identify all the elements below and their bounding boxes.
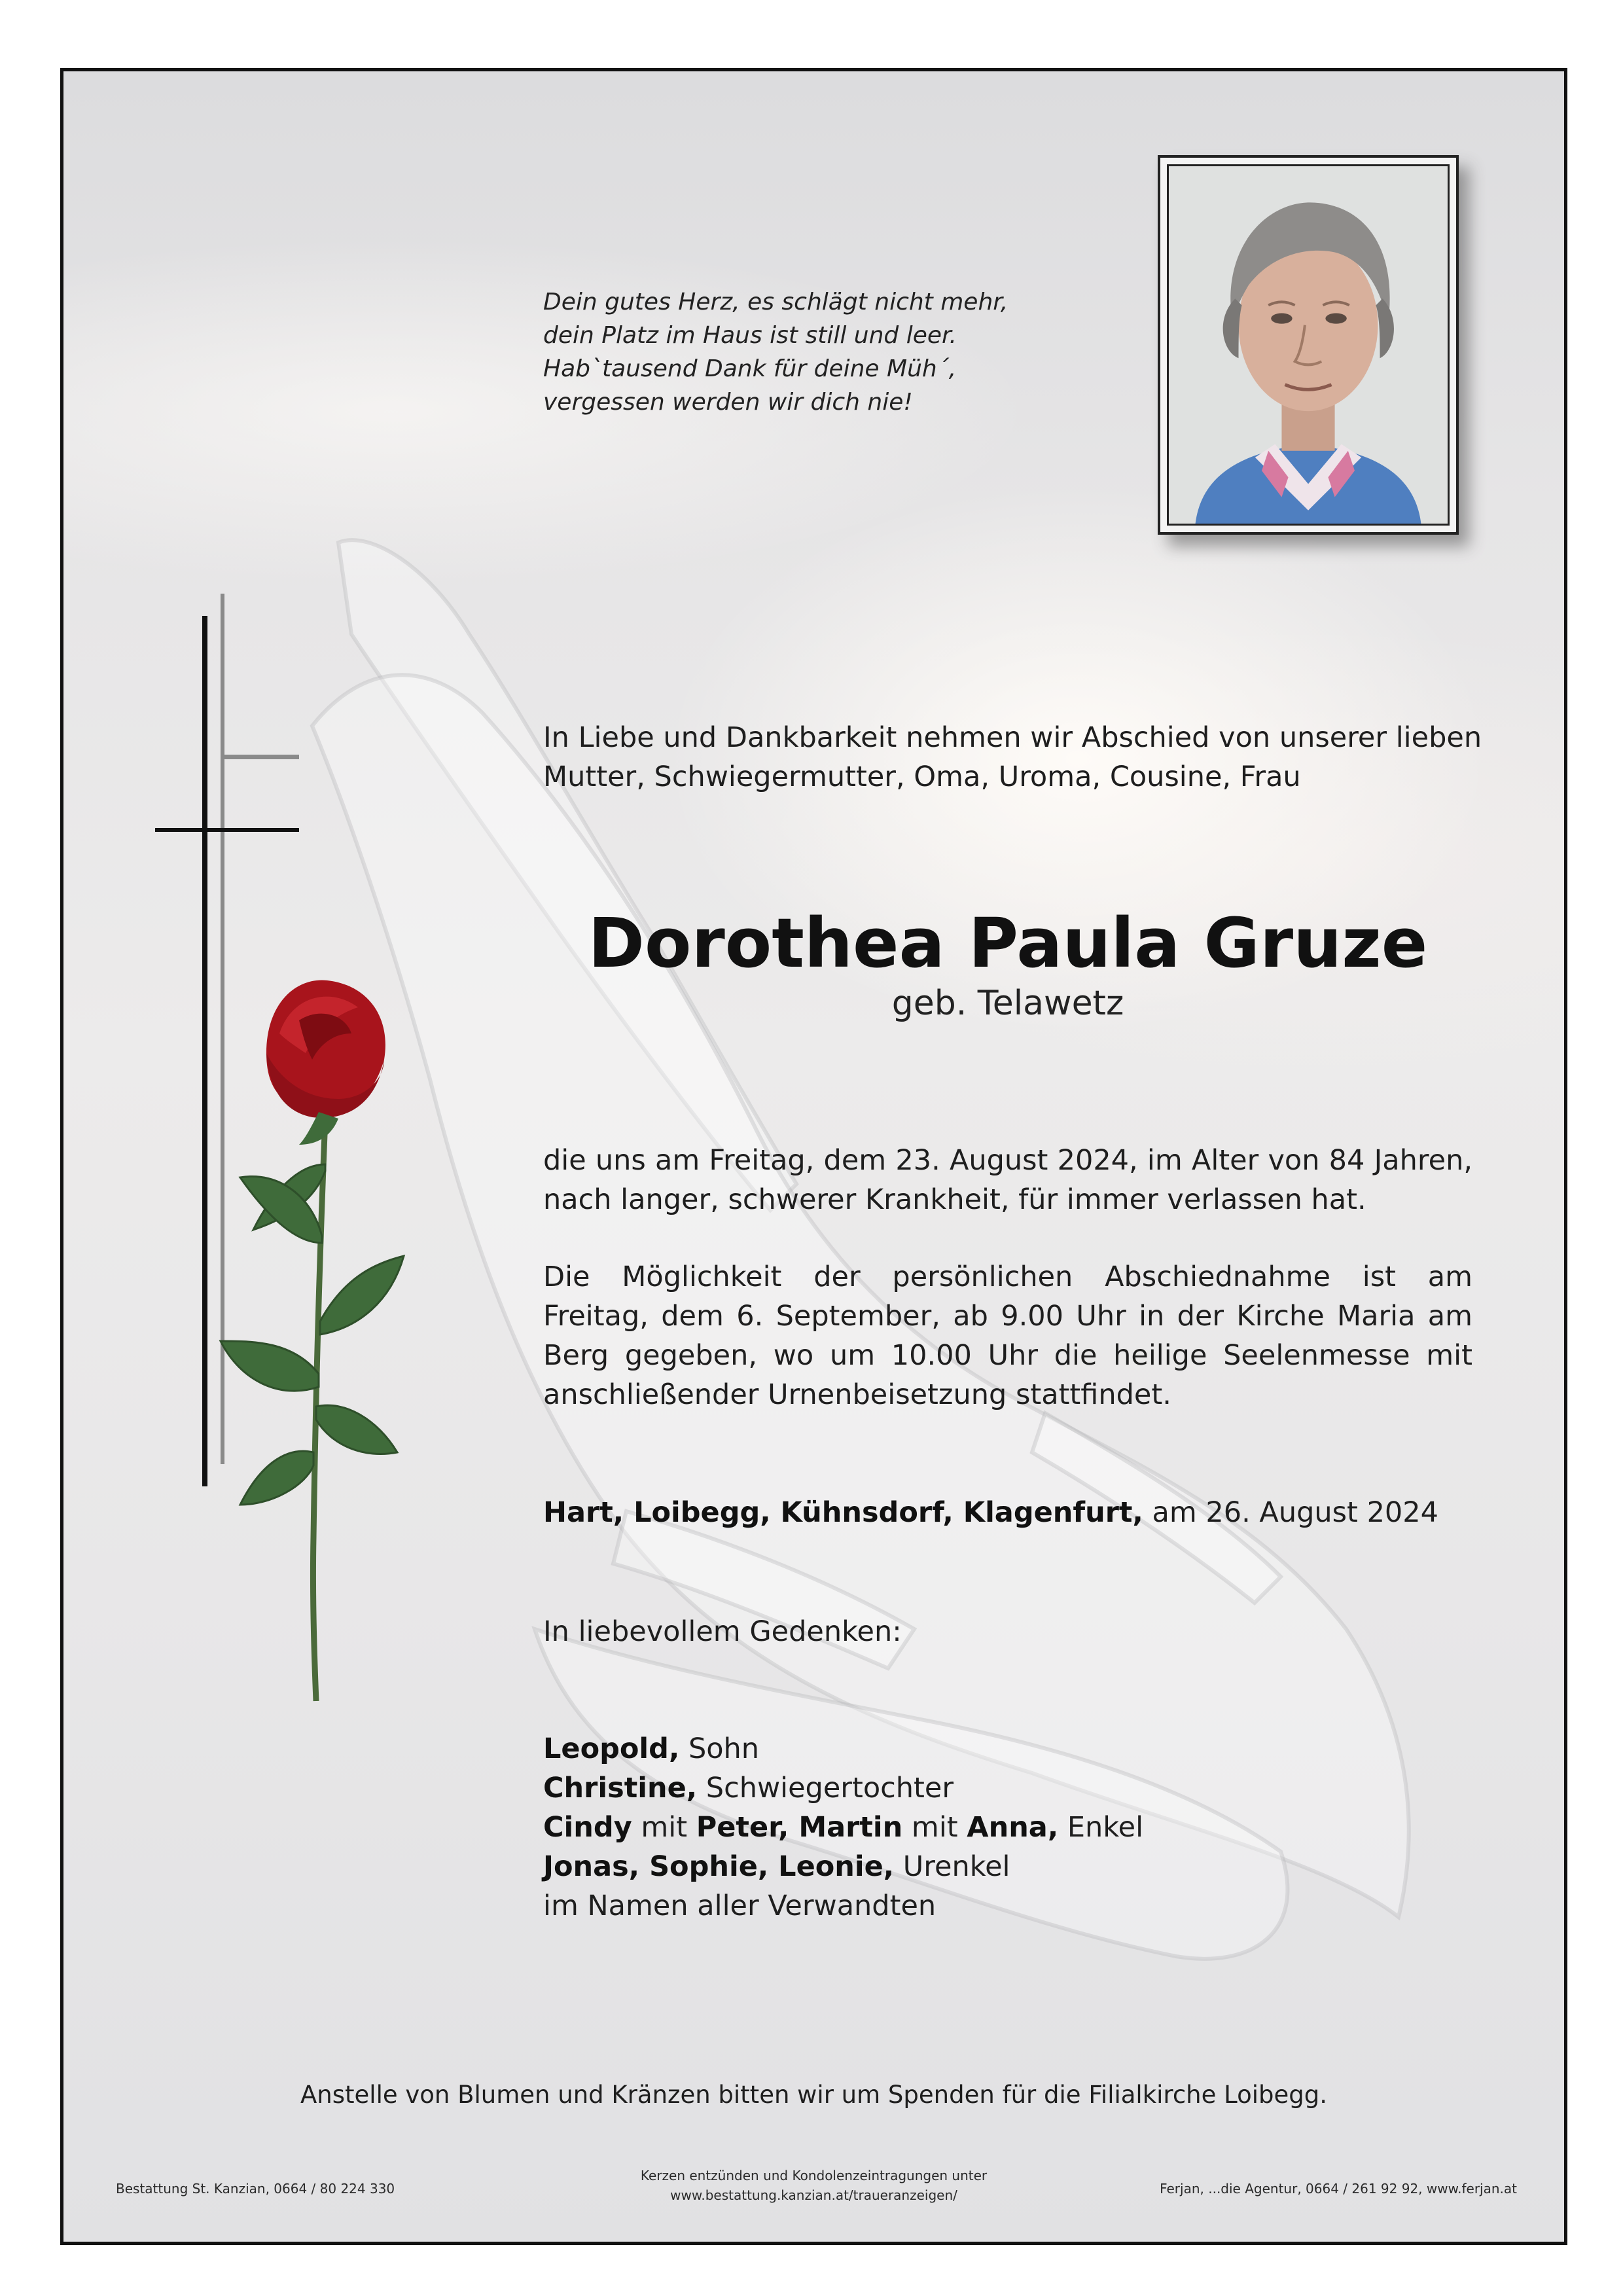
obituary-card [60,68,1567,2245]
family-member-name: Christine, [543,1772,698,1804]
donation-note: Anstelle von Blumen und Kränzen bitten wir um Spenden für die Filialkirche Loibegg. [300,2081,1327,2109]
footer-funeral-home: Bestattung St. Kanzian, 0664 / 80 224 330 [116,2181,395,2197]
family-list [543,1729,1472,1886]
intro-text [543,718,1482,797]
poem-line: dein Platz im Haus ist still und leer. [543,322,957,349]
farewell-line: Die Möglichkeit der persönlichen Abschiednahme ist am [543,1261,1472,1293]
death-notice-line: nach langer, schwerer Krankheit, für immer verlassen hat. [543,1183,1366,1216]
family-member-name: Jonas, Sophie, Leonie, [543,1850,895,1883]
notice-date: am 26. August 2024 [1143,1496,1439,1529]
portrait-photo [1167,164,1450,526]
family-member [543,1847,1472,1886]
cross-horizontal-light [221,755,299,761]
family-member-name: Cindy [543,1811,632,1844]
relatives-note: im Namen aller Verwandten [543,1890,936,1922]
place-and-date [543,1493,1472,1532]
portrait-photo-frame [1158,155,1459,535]
family-member-role: Schwiegertochter [697,1772,954,1804]
farewell-line: Freitag, dem 6. September, ab 9.00 Uhr in der Kirche Maria am [543,1300,1472,1333]
cross-horizontal-dark [155,828,299,832]
footer-condolences-link[interactable]: www.bestattung.kanzian.at/traueranzeigen/ [670,2187,957,2203]
places: Hart, Loibegg, Kühnsdorf, Klagenfurt, [543,1496,1143,1529]
intro-line: Mutter, Schwiegermutter, Oma, Uroma, Cousine, Frau [543,761,1301,793]
farewell-line: anschließender Urnenbeisetzung stattfindet. [543,1378,1171,1411]
poem-line: Dein gutes Herz, es schlägt nicht mehr, [543,289,1008,315]
deceased-name: Dorothea Paula Gruze [588,903,1428,983]
family-member-name: Peter, Martin [696,1811,903,1844]
poem-line: vergessen werden wir dich nie! [543,389,913,416]
maiden-name: geb. Telawetz [891,984,1124,1023]
memorial-poem [543,285,1008,419]
family-member [543,1808,1472,1847]
family-member-name: Leopold, [543,1732,680,1765]
poem-line: Hab`tausend Dank für deine Müh´, [543,355,957,382]
footer-agency: Ferjan, ...die Agentur, 0664 / 261 92 92, www.ferjan.at [1160,2181,1517,2197]
family-member [543,1729,1472,1768]
farewell-line: Berg gegeben, wo um 10.00 Uhr die heilige Seelenmesse mit [543,1339,1472,1372]
family-member-role: Urenkel [894,1850,1010,1883]
family-member-role: Enkel [1058,1811,1144,1844]
family-connector: mit [902,1811,967,1844]
family-member [543,1768,1472,1808]
portrait-image [1169,166,1448,524]
rose-icon [168,948,430,1734]
death-notice [543,1141,1472,1219]
farewell-details [543,1257,1472,1414]
family-connector: mit [632,1811,696,1844]
family-member-role: Sohn [679,1732,760,1765]
death-notice-line: die uns am Freitag, dem 23. August 2024, im Alter von 84 Jahren, [543,1144,1472,1177]
family-member-name: Anna, [967,1811,1059,1844]
footer-condolences-line: Kerzen entzünden und Kondolenzeintragungen unter [640,2168,988,2183]
intro-line: In Liebe und Dankbarkeit nehmen wir Abschied von unserer lieben [543,721,1482,754]
memory-heading: In liebevollem Gedenken: [543,1615,902,1648]
